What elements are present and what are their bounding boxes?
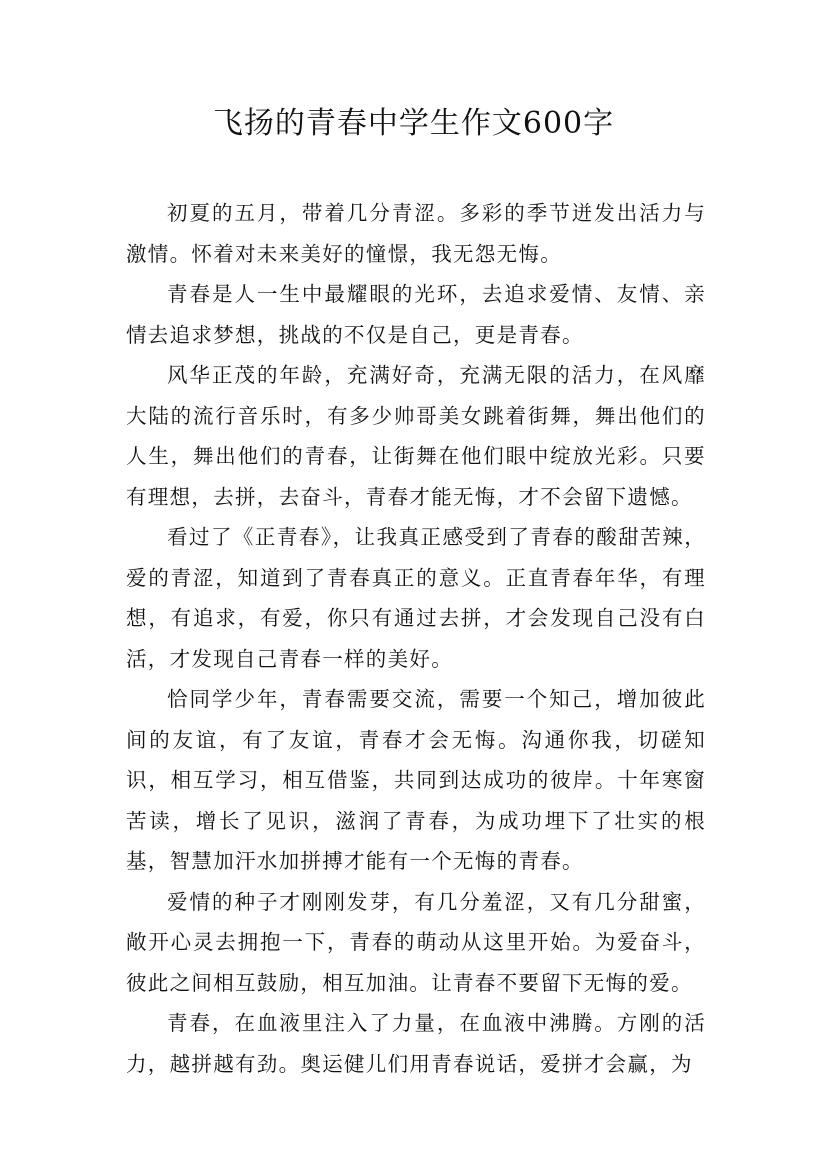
paragraph-6: 爱情的种子才刚刚发芽，有几分羞涩，又有几分甜蜜，敞开心灵去拥抱一下，青春的萌动从这里开始。为爱奋斗，彼此之间相互鼓励，相互加油。让青春不要留下无悔的爱。 (126, 889, 706, 995)
paragraph-3: 风华正茂的年龄，充满好奇，充满无限的活力，在风靡大陆的流行音乐时，有多少帅哥美女跳着街舞，舞出他们的人生，舞出他们的青春，让街舞在他们眼中绽放光彩。只要有理想，去拼，去奋斗，青春才能无悔，才不会留下遗憾。 (126, 363, 706, 509)
document-title: 飞扬的青春中学生作文600字 (212, 106, 615, 141)
paragraph-1: 初夏的五月，带着几分青涩。多彩的季节迸发出活力与激情。怀着对未来美好的憧憬，我无怨无悔。 (126, 201, 706, 266)
document-body (126, 193, 706, 1084)
paragraph-2: 青春是人一生中最耀眼的光环，去追求爱情、友情、亲情去追求梦想，挑战的不仅是自己，更是青春。 (126, 282, 706, 347)
paragraph-7: 青春，在血液里注入了力量，在血液中沸腾。方刚的活力，越拼越有劲。奥运健儿们用青春说话，爱拼才会赢，为 (126, 1011, 706, 1076)
paragraph-4: 看过了《正青春》，让我真正感受到了青春的酸甜苦辣，爱的青涩，知道到了青春真正的意义。正直青春年华，有理想，有追求，有爱，你只有通过去拼，才会发现自己没有白活，才发现自己青春一样的美好。 (126, 525, 706, 671)
paragraph-5: 恰同学少年，青春需要交流，需要一个知己，增加彼此间的友谊，有了友谊，青春才会无悔。沟通你我，切磋知识，相互学习，相互借鉴，共同到达成功的彼岸。十年寒窗苦读，增长了见识，滋润了青春，为成功埋下了壮实的根基，智慧加汗水加拼搏才能有一个无悔的青春。 (126, 687, 706, 873)
